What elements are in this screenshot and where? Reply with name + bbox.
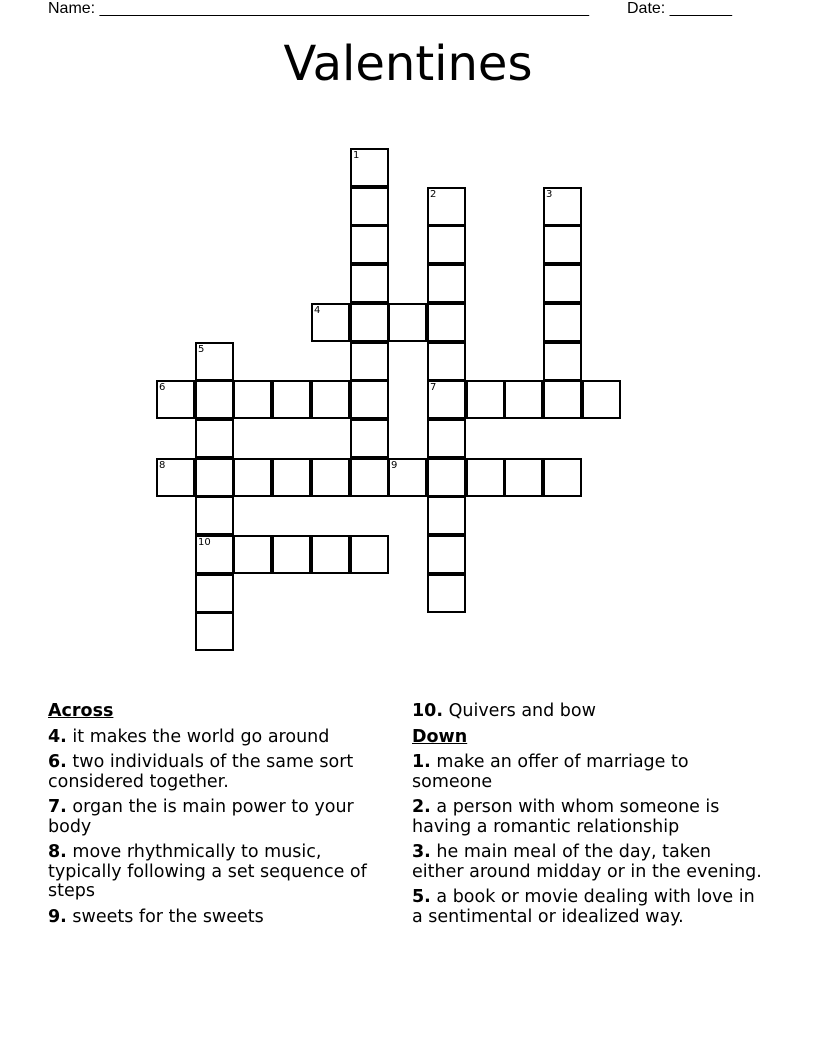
grid-cell [156, 380, 195, 419]
across-clue-4 [48, 728, 393, 748]
grid-cell [311, 303, 350, 342]
clue-number: 9. [48, 906, 67, 927]
clue-number: 1. [412, 752, 431, 772]
clue-number: 5. [412, 887, 431, 907]
grid-cell [195, 496, 234, 535]
clue-text: Quivers and bow [448, 701, 596, 721]
cell-number: 4 [314, 305, 321, 316]
grid-cell [543, 458, 582, 497]
grid-cell [504, 380, 543, 419]
grid-cell [427, 225, 466, 264]
cell-number: 8 [159, 460, 166, 471]
clue-number: 4. [48, 726, 67, 747]
grid-cell [466, 380, 505, 419]
grid-cell [350, 264, 389, 303]
clue-number: 7. [48, 797, 67, 817]
grid-cell [427, 419, 466, 458]
across-clue-10 [412, 702, 762, 722]
grid-cell [543, 187, 582, 226]
grid-cell [543, 225, 582, 264]
grid-cell [427, 496, 466, 535]
down-clue-5 [412, 888, 762, 927]
clue-number: 2. [412, 797, 431, 817]
grid-cell [195, 612, 234, 651]
grid-cell [272, 458, 311, 497]
grid-cell [350, 342, 389, 381]
grid-cell [466, 458, 505, 497]
cell-number: 5 [198, 344, 205, 355]
grid-cell [427, 535, 466, 574]
grid-cell [543, 303, 582, 342]
cell-number: 2 [430, 189, 437, 200]
down-clue-3 [412, 843, 762, 882]
date-field-label: Date: _______ [627, 0, 732, 17]
grid-cell [311, 380, 350, 419]
cell-number: 10 [198, 537, 211, 548]
grid-cell [543, 380, 582, 419]
clue-number: 6. [48, 752, 67, 772]
grid-cell [504, 458, 543, 497]
down-heading: Down [412, 726, 468, 747]
grid-cell [350, 187, 389, 226]
clues-left-column [48, 702, 393, 933]
grid-cell [311, 535, 350, 574]
grid-cell [233, 380, 272, 419]
across-clue-6 [48, 753, 393, 792]
grid-cell [311, 458, 350, 497]
grid-cell [543, 342, 582, 381]
grid-cell [350, 225, 389, 264]
across-clue-8 [48, 843, 393, 902]
grid-cell [388, 303, 427, 342]
grid-cell [350, 535, 389, 574]
clue-number: 10. [412, 701, 444, 721]
across-heading: Across [48, 701, 114, 721]
grid-cell [543, 264, 582, 303]
clue-text: organ the is main power to your body [48, 797, 354, 837]
down-clue-1 [412, 753, 762, 792]
clue-text: a person with whom someone is having a romantic relationship [412, 797, 720, 837]
grid-cell [427, 380, 466, 419]
grid-cell [350, 419, 389, 458]
grid-cell [427, 458, 466, 497]
grid-cell [156, 458, 195, 497]
clue-text: make an offer of marriage to someone [412, 752, 689, 792]
across-clue-7 [48, 798, 393, 837]
cell-number: 6 [159, 382, 166, 393]
grid-cell [195, 574, 234, 613]
clue-text: sweets for the sweets [72, 906, 264, 927]
across-clue-9 [48, 908, 393, 928]
grid-cell [195, 342, 234, 381]
clue-text: a book or movie dealing with love in a sentimental or idealized way. [412, 887, 755, 927]
grid-cell [350, 458, 389, 497]
cell-number: 9 [391, 460, 398, 471]
grid-cell [427, 303, 466, 342]
grid-cell [427, 264, 466, 303]
grid-cell [582, 380, 621, 419]
grid-cell [350, 380, 389, 419]
grid-cell [272, 380, 311, 419]
clue-text: he main meal of the day, taken either around midday or in the evening. [412, 842, 762, 882]
grid-cell [427, 574, 466, 613]
cell-number: 3 [546, 189, 553, 200]
clue-number: 8. [48, 842, 67, 862]
puzzle-title: Valentines [283, 36, 533, 92]
grid-cell [195, 419, 234, 458]
grid-cell [427, 342, 466, 381]
grid-cell [233, 458, 272, 497]
name-field-label: Name: _______________________________________________________ [48, 0, 589, 17]
grid-cell [350, 148, 389, 187]
clues-right-column [412, 702, 762, 933]
grid-cell [233, 535, 272, 574]
grid-cell [195, 458, 234, 497]
grid-cell [195, 535, 234, 574]
clue-text: move rhythmically to music, typically following a set sequence of steps [48, 842, 367, 901]
clue-text: two individuals of the same sort considered together. [48, 752, 354, 792]
cell-number: 7 [430, 382, 437, 393]
down-clue-2 [412, 798, 762, 837]
clue-number: 3. [412, 842, 431, 862]
grid-cell [195, 380, 234, 419]
grid-cell [350, 303, 389, 342]
cell-number: 1 [353, 150, 360, 161]
grid-cell [427, 187, 466, 226]
grid-cell [388, 458, 427, 497]
grid-cell [272, 535, 311, 574]
clue-text: it makes the world go around [72, 726, 330, 747]
